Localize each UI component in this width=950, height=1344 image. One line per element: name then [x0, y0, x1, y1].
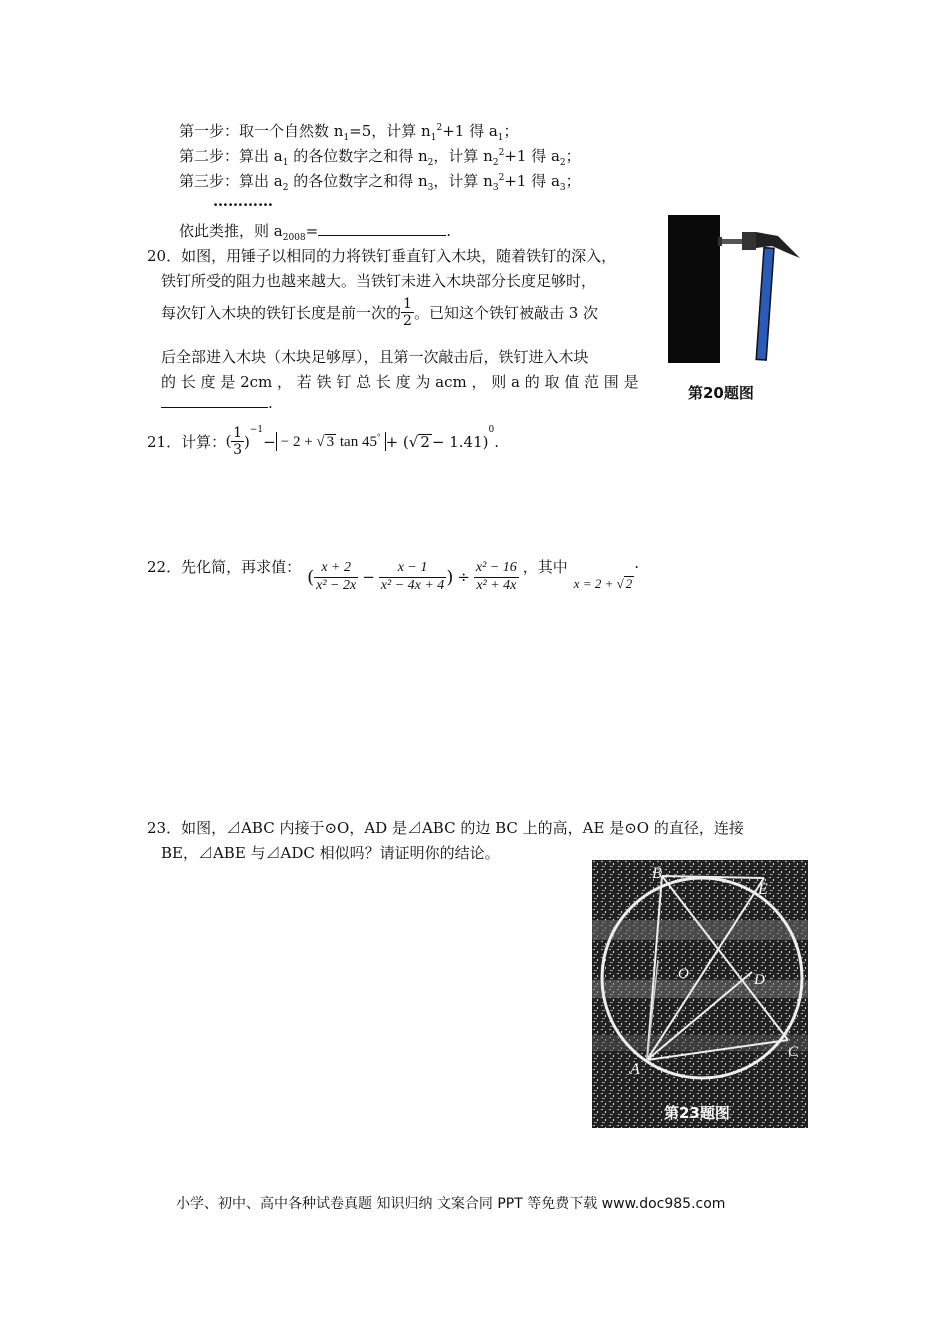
answer-blank [318, 221, 446, 236]
q19-step2: 第二步：算出 $a_1$ 的各位数字之和得 $n_2$，计算 $n_2^2+1$ 得 $a_2$； [179, 147, 581, 168]
label-o: O [678, 966, 689, 982]
label-b: B [652, 865, 662, 882]
nail [720, 239, 744, 244]
q20-line6: . [161, 393, 273, 412]
fraction-half: $\frac{1}{2}$ [403, 296, 412, 330]
label-e: E [758, 881, 768, 898]
q20-line2: 铁钉所受的阻力也越来越大。当铁钉未进入木块部分长度足够时， [161, 272, 597, 290]
q23-line2: BE，⊿ABE 与⊿ADC 相似吗？请证明你的结论。 [161, 844, 500, 862]
q21: 21．计算： ( $\frac{1}{3}$ ) $^{-1}$ − − 2 + √ 3 tan 45° + ( √ 2 − 1.41) $^0$ . [147, 425, 499, 459]
hammer-figure [660, 210, 810, 410]
hammer-claw [756, 232, 800, 258]
q23-line1: 23．如图，⊿ABC 内接于⊙O，AD 是⊿ABC 的边 BC 上的高，AE 是⊙O 的直径，连接 [147, 819, 744, 837]
inscribed-triangle-image [592, 860, 808, 1128]
q19-step1: 第一步：取一个自然数 $n_1=5$，计算 $n_1^2+1$ 得 $a_1$； [179, 122, 519, 143]
q19-dots: ………… [213, 192, 273, 210]
q20-line5: 的 长 度 是 2cm ， 若 铁 钉 总 长 度 为 acm ， 则 a 的 取 值 范 围 是 [161, 373, 639, 391]
label-a: A [630, 1061, 640, 1078]
q20-line1: 20．如图，用锤子以相同的力将铁钉垂直钉入木块，随着铁钉的深入， [147, 247, 617, 265]
figure-caption-23: 第23题图 [664, 1104, 730, 1122]
hammer-handle [756, 248, 774, 360]
q22: 22．先化简，再求值： ( $\frac{x + 2}{\text{x² − 2x}}$ − $\frac{x - 1}{\text{x² − 4x + 4}}$ ) ÷ $\frac{\text{x² − 16}}{\text{x² + 4x}}$ ，其中 x = 2 + √ 2 . [147, 554, 640, 593]
footer-text: 小学、初中、高中各种试卷真题 知识归纳 文案合同 PPT 等免费下载 www.doc985.com [176, 1196, 726, 1212]
figure-caption: 第20题图 [688, 384, 754, 402]
q20-line3: 每次钉入木块的铁钉长度是前一次的 $\frac{1}{2}$ 。已知这个铁钉被敲击 3 次 [161, 296, 599, 330]
wood-block [668, 215, 720, 363]
hammer-head [742, 232, 756, 250]
answer-blank [161, 393, 268, 408]
label-d: D [754, 972, 765, 988]
q20-line4: 后全部进入木块（木块足够厚），且第一次敲击后，铁钉进入木块 [161, 348, 589, 366]
hammer-nail-image [660, 210, 810, 410]
q19-infer: 依此类推，则 $a_{2008}=$ . [179, 222, 451, 243]
q19-step3: 第三步：算出 $a_2$ 的各位数字之和得 $n_3$，计算 $n_3^2+1$ 得 $a_3$； [179, 172, 581, 193]
circle-figure [592, 860, 808, 1128]
label-c: C [788, 1044, 799, 1060]
